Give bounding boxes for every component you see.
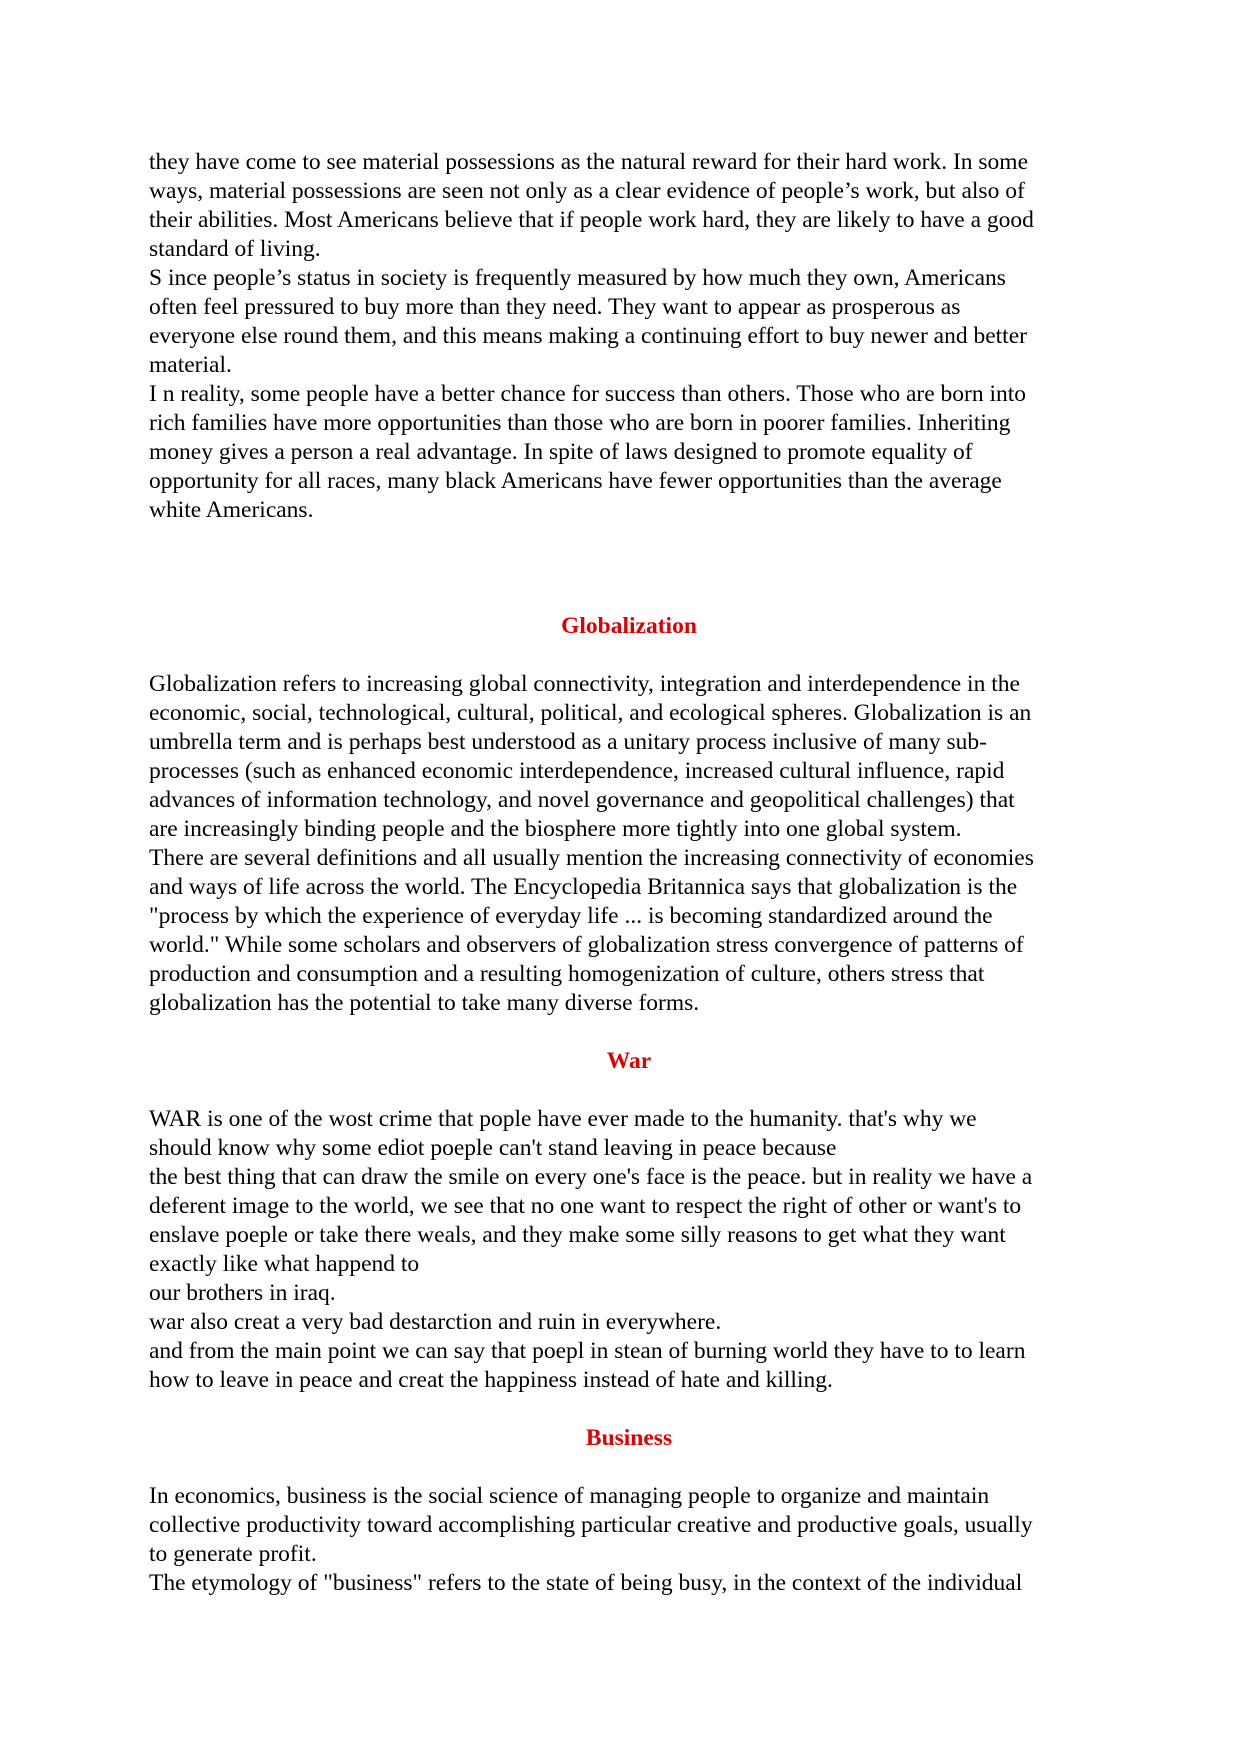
- globalization-paragraph: Globalization refers to increasing global connectivity, integration and interdependence in the economic, social, technological, cultural, political, and ecological spheres. Globalization is an umbrella term and is perhaps best understood as a unitary process inclusive of many sub- processes (such as enhanced economic interdependence, increased cultural influence, rapid advances of information technology, and novel governance and geopolitical challenges) that are increasingly binding people and the biosphere more tightly into one global system.: [149, 671, 1032, 842]
- business-paragraph: In economics, business is the social science of managing people to organize and maintain collective productivity toward accomplishing particular creative and productive goals, usually to generate profit.: [149, 1483, 1033, 1567]
- intro-paragraph: I n reality, some people have a better chance for success than others. Those who are born into rich families have more opportunities than those who are born in poorer families. Inheriting money gives a person a real advantage. In spite of laws designed to promote equality of opportunity for all races, many black Americans have fewer opportunities than the average white Americans.: [149, 381, 1027, 523]
- business-section: [149, 1424, 1109, 1598]
- globalization-section: [149, 612, 1109, 1018]
- war-paragraph: our brothers in iraq.: [149, 1280, 336, 1306]
- spacer: [149, 525, 1109, 612]
- spacer: [149, 1453, 1109, 1482]
- war-paragraph: WAR is one of the wost crime that pople have ever made to the humanity. that's why we should know why some ediot poeple can't stand leaving in peace because: [149, 1106, 977, 1161]
- business-paragraph: The etymology of "business" refers to the state of being busy, in the context of the individual: [149, 1570, 1023, 1596]
- war-paragraph: and from the main point we can say that poepl in stean of burning world they have to to learn how to leave in peace and creat the happiness instead of hate and killing.: [149, 1338, 1026, 1393]
- intro-paragraph: S ince people’s status in society is frequently measured by how much they own, Americans often feel pressured to buy more than they need. They want to appear as prosperous as everyone else round them, and this means making a continuing effort to buy newer and better material.: [149, 265, 1027, 378]
- intro-section: [149, 148, 1109, 525]
- intro-paragraph: they have come to see material possessions as the natural reward for their hard work. In some ways, material possessions are seen not only as a clear evidence of people’s work, but also of their abilities. Most Americans believe that if people work hard, they are likely to have a good standard of living.: [149, 149, 1034, 262]
- document-page: [149, 148, 1109, 1598]
- section-heading-business: Business: [585, 1425, 673, 1451]
- section-heading-war: War: [606, 1048, 652, 1074]
- war-section: [149, 1047, 1109, 1395]
- war-paragraph: the best thing that can draw the smile on every one's face is the peace. but in reality we have a deferent image to the world, we see that no one want to respect the right of other or want's to enslave poeple or take there weals, and they make some silly reasons to get what they want exactly like what happend to: [149, 1164, 1033, 1277]
- spacer: [149, 1395, 1109, 1424]
- spacer: [149, 1076, 1109, 1105]
- spacer: [149, 1018, 1109, 1047]
- globalization-paragraph: There are several definitions and all usually mention the increasing connectivity of economies and ways of life across the world. The Encyclopedia Britannica says that globalization is the "process by which the experience of everyday life ... is becoming standardized around the world." While some scholars and observers of globalization stress convergence of patterns of production and consumption and a resulting homogenization of culture, others stress that globalization has the potential to take many diverse forms.: [149, 845, 1034, 1016]
- spacer: [149, 641, 1109, 670]
- war-paragraph: war also creat a very bad destarction and ruin in everywhere.: [149, 1309, 722, 1335]
- section-heading-globalization: Globalization: [561, 613, 697, 639]
